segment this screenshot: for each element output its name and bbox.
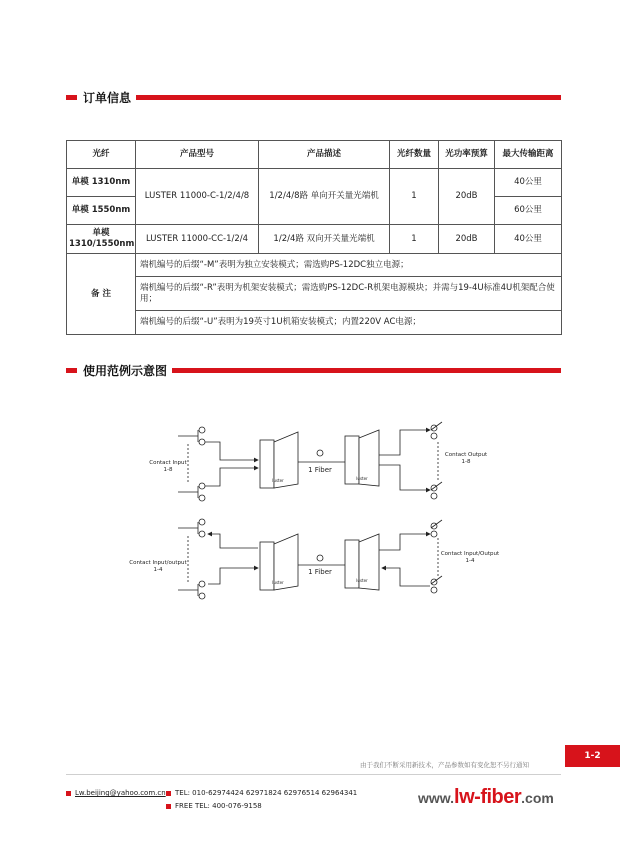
table-row: [67, 277, 562, 311]
bottom-output-label: Contact Input/Output: [440, 551, 500, 557]
order-info-header: [66, 88, 561, 106]
header-desc: 产品描述: [259, 141, 390, 169]
remark-m: 端机编号的后缀“-M”表明为独立安装模式；需选购PS-12DC独立电源；: [136, 254, 562, 277]
cell-qty: 1: [390, 169, 439, 225]
cell-fiber: 单模 1310/1550nm: [67, 225, 136, 254]
section-bar: [172, 368, 561, 373]
contact-free-tel: [166, 802, 262, 810]
bottom-output-range: 1-4: [465, 558, 475, 564]
section-bar: [136, 95, 561, 100]
top-output-range: 1-8: [461, 459, 471, 465]
remarks-label: 备 注: [67, 254, 136, 335]
cell-distance: 40公里: [495, 169, 562, 197]
brand-www: www.: [418, 790, 455, 806]
cell-desc: 1/2/4路 双向开关量光端机: [259, 225, 390, 254]
top-device-label: luster: [272, 478, 284, 483]
bullet-icon: [166, 791, 171, 796]
header-fiber: 光纤: [67, 141, 136, 169]
cell-desc: 1/2/4/8路 单向开关量光端机: [259, 169, 390, 225]
cell-budget: 20dB: [439, 169, 495, 225]
bottom-input-label: Contact Input/output: [129, 560, 187, 566]
page-number: 1-2: [584, 751, 601, 761]
bottom-fiber-label: 1 Fiber: [308, 568, 332, 576]
cell-budget: 20dB: [439, 225, 495, 254]
contact-email: [66, 789, 166, 797]
table-row: [67, 311, 562, 335]
disclaimer: 由于我们不断采用新技术，产品参数如有变化恕不另行通知: [360, 761, 529, 769]
top-fiber-label: 1 Fiber: [308, 466, 332, 474]
bullet-icon: [66, 791, 71, 796]
table-row: [67, 169, 562, 197]
cell-fiber: 单模 1550nm: [67, 197, 136, 225]
section-title: 订单信息: [83, 90, 132, 105]
bottom-device-label-2: luster: [356, 578, 368, 583]
email-link[interactable]: Lw.beijing@yahoo.com.cn: [75, 789, 166, 797]
section-title: 使用范例示意图: [83, 363, 168, 378]
section-marker: [66, 95, 77, 100]
cell-fiber: 单模 1310nm: [67, 169, 136, 197]
brand-name: lw-fiber: [454, 786, 522, 808]
tel-text: TEL: 010-62974424 62971824 62976514 62964341: [175, 789, 358, 797]
brand-logo: [418, 786, 554, 809]
footer-divider: [66, 774, 561, 775]
order-table: [66, 140, 562, 335]
header-qty: 光纤数量: [390, 141, 439, 169]
usage-diagram: [120, 410, 500, 620]
usage-diagram-header: [66, 361, 561, 379]
header-budget: 光功率预算: [439, 141, 495, 169]
table-row: [67, 254, 562, 277]
page-number-tab: [565, 745, 620, 767]
header-model: 产品型号: [136, 141, 259, 169]
cell-distance: 60公里: [495, 197, 562, 225]
table-header-row: [67, 141, 562, 169]
section-marker: [66, 368, 77, 373]
table-row: [67, 225, 562, 254]
remark-r: 端机编号的后缀“-R”表明为机架安装模式；需选购PS-12DC-R机架电源模块；并需与19-4U标准4U机架配合使用；: [136, 277, 562, 311]
free-tel-text: FREE TEL: 400-076-9158: [175, 802, 262, 810]
bottom-device-label: luster: [272, 580, 284, 585]
top-device-label-2: luster: [356, 476, 368, 481]
bullet-icon: [166, 804, 171, 809]
top-input-range: 1-8: [163, 467, 173, 473]
diagram-top: [178, 422, 442, 501]
top-output-label: Contact Output: [444, 452, 488, 458]
remark-u: 端机编号的后缀“-U”表明为19英寸1U机箱安装模式；内置220V AC电源；: [136, 311, 562, 335]
header-distance: 最大传输距离: [495, 141, 562, 169]
brand-tld: .com: [521, 790, 554, 806]
bottom-input-range: 1-4: [153, 567, 163, 573]
cell-model: LUSTER 11000-CC-1/2/4: [136, 225, 259, 254]
top-input-label: Contact Input: [149, 460, 187, 466]
contact-tel: [166, 789, 357, 797]
diagram-bottom: [178, 519, 442, 599]
cell-qty: 1: [390, 225, 439, 254]
cell-model: LUSTER 11000-C-1/2/4/8: [136, 169, 259, 225]
cell-distance: 40公里: [495, 225, 562, 254]
